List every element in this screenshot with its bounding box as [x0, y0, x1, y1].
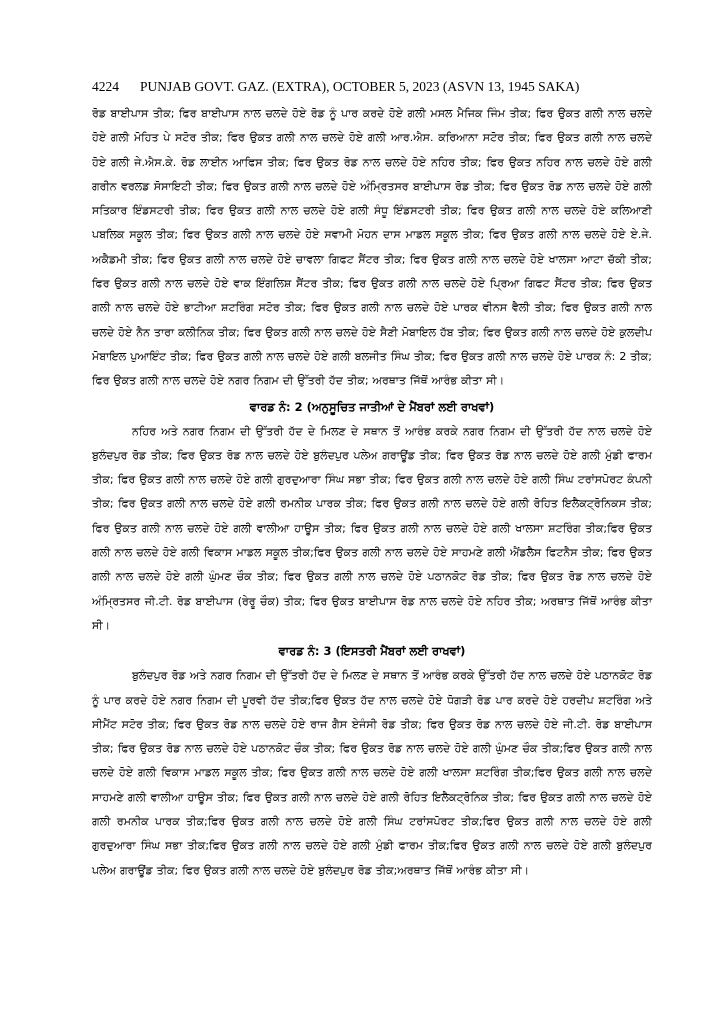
page-header: [92, 79, 652, 95]
gazette-title: PUNJAB GOVT. GAZ. (EXTRA), OCTOBER 5, 2023 (ASVN 13, 1945 SAKA): [140, 79, 580, 94]
ward-1-boundary-paragraph: ਰੋਡ ਬਾਈਪਾਸ ਤੀਕ; ਫਿਰ ਬਾਈਪਾਸ ਨਾਲ ਚਲਦੇ ਹੋਏ ਰੋਡ ਨੂੰ ਪਾਰ ਕਰਦੇ ਹੋਏ ਗਲੀ ਮਸਲ ਮੈਜਿਕ ਜਿੰਮ ਤੀਕ; ਫਿਰ ਉਕਤ ਗਲੀ ਨਾਲ ਚਲਦੇ ਹੋਏ ਗਲੀ ਮੋਹਿਤ ਪੇ ਸਟੋਰ ਤੀਕ; ਫਿਰ ਉਕਤ ਗਲੀ ਨਾਲ ਚਲਦੇ ਹੋਏ ਗਲੀ ਆਰ.ਐਸ. ਕਰਿਆਨਾ ਸਟੋਰ ਤੀਕ; ਫਿਰ ਉਕਤ ਗਲੀ ਨਾਲ ਚਲਦੇ ਹੋਏ ਗਲੀ ਜੇ.ਐਸ.ਕੇ. ਰੋਡ ਲਾਈਨ ਆਫਿਸ ਤੀਕ; ਫਿਰ ਉਕਤ ਰੋਡ ਨਾਲ ਚਲਦੇ ਹੋਏ ਨਹਿਰ ਤੀਕ; ਫਿਰ ਉਕਤ ਨਹਿਰ ਨਾਲ ਚਲਦੇ ਹੋਏ ਗਲੀ ਗਰੀਨ ਵਰਲਡ ਸੋਸਾਇਟੀ ਤੀਕ; ਫਿਰ ਉਕਤ ਗਲੀ ਨਾਲ ਚਲਦੇ ਹੋਏ ਅੰਮ੍ਰਿਤਸਰ ਬਾਈਪਾਸ ਰੋਡ ਤੀਕ; ਫਿਰ ਉਕਤ ਰੋਡ ਨਾਲ ਚਲਦੇ ਹੋਏ ਗਲੀ ਸਤਿਕਾਰ ਇੰਡਸਟਰੀ ਤੀਕ; ਫਿਰ ਉਕਤ ਗਲੀ ਨਾਲ ਚਲਦੇ ਹੋਏ ਗਲੀ ਸੰਧੂ ਇੰਡਸਟਰੀ ਤੀਕ; ਫਿਰ ਉਕਤ ਗਲੀ ਨਾਲ ਚਲਦੇ ਹੋਏ ਕਲਿਆਣੀ ਪਬਲਿਕ ਸਕੂਲ ਤੀਕ; ਫਿਰ ਉਕਤ ਗਲੀ ਨਾਲ ਚਲਦੇ ਹੋਏ ਸਵਾਮੀ ਮੋਹਨ ਦਾਸ ਮਾਡਲ ਸਕੂਲ ਤੀਕ; ਫਿਰ ਉਕਤ ਗਲੀ ਨਾਲ ਚਲਦੇ ਹੋਏ ਏ.ਜੇ. ਅਕੈਡਮੀ ਤੀਕ; ਫਿਰ ਉਕਤ ਗਲੀ ਨਾਲ ਚਲਦੇ ਹੋਏ ਚਾਵਲਾ ਗਿਫਟ ਸੈਂਟਰ ਤੀਕ; ਫਿਰ ਉਕਤ ਗਲੀ ਨਾਲ ਚਲਦੇ ਹੋਏ ਖਾਲਸਾ ਆਟਾ ਚੱਕੀ ਤੀਕ; ਫਿਰ ਉਕਤ ਗਲੀ ਨਾਲ ਚਲਦੇ ਹੋਏ ਵਾਕ ਇੰਗਲਿਸ਼ ਸੈਂਟਰ ਤੀਕ; ਫਿਰ ਉਕਤ ਗਲੀ ਨਾਲ ਚਲਦੇ ਹੋਏ ਪ੍ਰਿਆ ਗਿਫਟ ਸੈਂਟਰ ਤੀਕ; ਫਿਰ ਉਕਤ ਗਲੀ ਨਾਲ ਚਲਦੇ ਹੋਏ ਭਾਟੀਆ ਸ਼ਟਰਿੰਗ ਸਟੋਰ ਤੀਕ; ਫਿਰ ਉਕਤ ਗਲੀ ਨਾਲ ਚਲਦੇ ਹੋਏ ਪਾਰਕ ਵੀਨਸ ਵੈਲੀ ਤੀਕ; ਫਿਰ ਉਕਤ ਗਲੀ ਨਾਲ ਚਲਦੇ ਹੋਏ ਨੈਨ ਤਾਰਾ ਕਲੀਨਿਕ ਤੀਕ; ਫਿਰ ਉਕਤ ਗਲੀ ਨਾਲ ਚਲਦੇ ਹੋਏ ਸੈਣੀ ਮੋਬਾਇਲ ਹੱਬ ਤੀਕ; ਫਿਰ ਉਕਤ ਗਲੀ ਨਾਲ ਚਲਦੇ ਹੋਏ ਕੁਲਦੀਪ ਮੋਬਾਇਲ ਪੁਆਇੰਟ ਤੀਕ; ਫਿਰ ਉਕਤ ਗਲੀ ਨਾਲ ਚਲਦੇ ਹੋਏ ਗਲੀ ਬਲਜੀਤ ਸਿੰਘ ਤੀਕ; ਫਿਰ ਉਕਤ ਗਲੀ ਨਾਲ ਚਲਦੇ ਹੋਏ ਪਾਰਕ ਨੰ: 2 ਤੀਕ; ਫਿਰ ਉਕਤ ਗਲੀ ਨਾਲ ਚਲਦੇ ਹੋਏ ਨਗਰ ਨਿਗਮ ਦੀ ਉੱਤਰੀ ਹੱਦ ਤੀਕ; ਅਰਥਾਤ ਜਿੱਥੋਂ ਆਰੰਭ ਕੀਤਾ ਸੀ।: [92, 107, 652, 388]
ward-2-heading: ਵਾਰਡ ਨੰ: 2 (ਅਨੁਸੂਚਿਤ ਜਾਤੀਆਂ ਦੇ ਮੈਂਬਰਾਂ ਲਈ ਰਾਖਵਾਂ): [249, 399, 495, 414]
ward-2-boundary-paragraph: ਨਹਿਰ ਅਤੇ ਨਗਰ ਨਿਗਮ ਦੀ ਉੱਤਰੀ ਹੱਦ ਦੇ ਮਿਲਣ ਦੇ ਸਥਾਨ ਤੋਂ ਆਰੰਭ ਕਰਕੇ ਨਗਰ ਨਿਗਮ ਦੀ ਉੱਤਰੀ ਹੱਦ ਨਾਲ ਚਲਦੇ ਹੋਏ ਬੁਲੰਦਪੁਰ ਰੋਡ ਤੀਕ; ਫਿਰ ਉਕਤ ਰੋਡ ਨਾਲ ਚਲਦੇ ਹੋਏ ਬੁਲੰਦਪੁਰ ਪਲੇਅ ਗਰਾਊਂਡ ਤੀਕ; ਫਿਰ ਉਕਤ ਰੋਡ ਨਾਲ ਚਲਦੇ ਹੋਏ ਗਲੀ ਮੁੰਡੀ ਫਾਰਮ ਤੀਕ; ਫਿਰ ਉਕਤ ਗਲੀ ਨਾਲ ਚਲਦੇ ਹੋਏ ਗਲੀ ਗੁਰਦੁਆਰਾ ਸਿੰਘ ਸਭਾ ਤੀਕ; ਫਿਰ ਉਕਤ ਗਲੀ ਨਾਲ ਚਲਦੇ ਹੋਏ ਗਲੀ ਸਿੰਘ ਟਰਾਂਸਪੋਰਟ ਕੰਪਨੀ ਤੀਕ; ਫਿਰ ਉਕਤ ਗਲੀ ਨਾਲ ਚਲਦੇ ਹੋਏ ਗਲੀ ਰਮਨੀਕ ਪਾਰਕ ਤੀਕ; ਫਿਰ ਉਕਤ ਗਲੀ ਨਾਲ ਚਲਦੇ ਹੋਏ ਗਲੀ ਰੋਹਿਤ ਇਲੈਕਟ੍ਰੋਨਿਕਸ ਤੀਕ; ਫਿਰ ਉਕਤ ਗਲੀ ਨਾਲ ਚਲਦੇ ਹੋਏ ਗਲੀ ਵਾਲੀਆ ਹਾਊਸ ਤੀਕ; ਫਿਰ ਉਕਤ ਗਲੀ ਨਾਲ ਚਲਦੇ ਹੋਏ ਗਲੀ ਖਾਲਸਾ ਸ਼ਟਰਿੰਗ ਤੀਕ;ਫਿਰ ਉਕਤ ਗਲੀ ਨਾਲ ਚਲਦੇ ਹੋਏ ਗਲੀ ਵਿਕਾਸ ਮਾਡਲ ਸਕੂਲ ਤੀਕ;ਫਿਰ ਉਕਤ ਗਲੀ ਨਾਲ ਚਲਦੇ ਹੋਏ ਸਾਹਮਣੇ ਗਲੀ ਐਂਡਲੈਸ ਫਿਟਨੈਸ ਤੀਕ; ਫਿਰ ਉਕਤ ਗਲੀ ਨਾਲ ਚਲਦੇ ਹੋਏ ਗਲੀ ਘੁੰਮਣ ਚੌਕ ਤੀਕ; ਫਿਰ ਉਕਤ ਗਲੀ ਨਾਲ ਚਲਦੇ ਹੋਏ ਪਠਾਨਕੋਟ ਰੋਡ ਤੀਕ; ਫਿਰ ਉਕਤ ਰੋਡ ਨਾਲ ਚਲਦੇ ਹੋਏ ਅੰਮ੍ਰਿਤਸਰ ਜੀ.ਟੀ. ਰੋਡ ਬਾਈਪਾਸ (ਰੇਰੂ ਚੌਕ) ਤੀਕ; ਫਿਰ ਉਕਤ ਬਾਈਪਾਸ ਰੋਡ ਨਾਲ ਚਲਦੇ ਹੋਏ ਨਹਿਰ ਤੀਕ; ਅਰਥਾਤ ਜਿੱਥੋਂ ਆਰੰਭ ਕੀਤਾ ਸੀ।: [92, 424, 652, 632]
document-body: [92, 102, 652, 883]
ward-3-heading: ਵਾਰਡ ਨੰ: 3 (ਇਸਤਰੀ ਮੈਂਬਰਾਂ ਲਈ ਰਾਖਵਾਂ): [278, 644, 466, 659]
page-number: 4224: [92, 79, 119, 94]
ward-3-boundary-paragraph: ਬੁਲੰਦਪੁਰ ਰੋਡ ਅਤੇ ਨਗਰ ਨਿਗਮ ਦੀ ਉੱਤਰੀ ਹੱਦ ਦੇ ਮਿਲਣ ਦੇ ਸਥਾਨ ਤੋਂ ਆਰੰਭ ਕਰਕੇ ਉੱਤਰੀ ਹੱਦ ਨਾਲ ਚਲਦੇ ਹੋਏ ਪਠਾਨਕੋਟ ਰੋਡ ਨੂੰ ਪਾਰ ਕਰਦੇ ਹੋਏ ਨਗਰ ਨਿਗਮ ਦੀ ਪੂਰਵੀ ਹੱਦ ਤੀਕ;ਫਿਰ ਉਕਤ ਹੱਦ ਨਾਲ ਚਲਦੇ ਹੋਏ ਧੋਗੜੀ ਰੋਡ ਪਾਰ ਕਰਦੇ ਹੋਏ ਹਰਦੀਪ ਸ਼ਟਰਿੰਗ ਅਤੇ ਸੀਮੈਂਟ ਸਟੋਰ ਤੀਕ; ਫਿਰ ਉਕਤ ਰੋਡ ਨਾਲ ਚਲਦੇ ਹੋਏ ਰਾਜ ਗੈਸ ਏਜੰਸੀ ਰੋਡ ਤੀਕ; ਫਿਰ ਉਕਤ ਰੋਡ ਨਾਲ ਚਲਦੇ ਹੋਏ ਜੀ.ਟੀ. ਰੋਡ ਬਾਈਪਾਸ ਤੀਕ; ਫਿਰ ਉਕਤ ਰੋਡ ਨਾਲ ਚਲਦੇ ਹੋਏ ਪਠਾਨਕੋਟ ਚੌਕ ਤੀਕ; ਫਿਰ ਉਕਤ ਰੋਡ ਨਾਲ ਚਲਦੇ ਹੋਏ ਗਲੀ ਘੁੰਮਣ ਚੌਕ ਤੀਕ;ਫਿਰ ਉਕਤ ਗਲੀ ਨਾਲ ਚਲਦੇ ਹੋਏ ਗਲੀ ਵਿਕਾਸ ਮਾਡਲ ਸਕੂਲ ਤੀਕ; ਫਿਰ ਉਕਤ ਗਲੀ ਨਾਲ ਚਲਦੇ ਹੋਏ ਗਲੀ ਖਾਲਸਾ ਸ਼ਟਰਿੰਗ ਤੀਕ;ਫਿਰ ਉਕਤ ਗਲੀ ਨਾਲ ਚਲਦੇ ਸਾਹਮਣੇ ਗਲੀ ਵਾਲੀਆ ਹਾਊਸ ਤੀਕ; ਫਿਰ ਉਕਤ ਗਲੀ ਨਾਲ ਚਲਦੇ ਹੋਏ ਗਲੀ ਰੋਹਿਤ ਇਲੈਕਟ੍ਰੋਨਿਕ ਤੀਕ; ਫਿਰ ਉਕਤ ਗਲੀ ਨਾਲ ਚਲਦੇ ਹੋਏ ਗਲੀ ਰਮਨੀਕ ਪਾਰਕ ਤੀਕ;ਫਿਰ ਉਕਤ ਗਲੀ ਨਾਲ ਚਲਦੇ ਹੋਏ ਗਲੀ ਸਿੰਘ ਟਰਾਂਸਪੋਰਟ ਤੀਕ;ਫਿਰ ਉਕਤ ਗਲੀ ਨਾਲ ਚਲਦੇ ਹੋਏ ਗਲੀ ਗੁਰਦੁਆਰਾ ਸਿੰਘ ਸਭਾ ਤੀਕ;ਫਿਰ ਉਕਤ ਗਲੀ ਨਾਲ ਚਲਦੇ ਹੋਏ ਗਲੀ ਮੁੰਡੀ ਫਾਰਮ ਤੀਕ;ਫਿਰ ਉਕਤ ਗਲੀ ਨਾਲ ਚਲਦੇ ਹੋਏ ਗਲੀ ਬੁਲੰਦਪੁਰ ਪਲੇਅ ਗਰਾਊਂਡ ਤੀਕ; ਫਿਰ ਉਕਤ ਗਲੀ ਨਾਲ ਚਲਦੇ ਹੋਏ ਬੁਲੰਦਪੁਰ ਰੋਡ ਤੀਕ;ਅਰਥਾਤ ਜਿੱਥੋਂ ਆਰੰਭ ਕੀਤਾ ਸੀ।: [92, 669, 652, 877]
